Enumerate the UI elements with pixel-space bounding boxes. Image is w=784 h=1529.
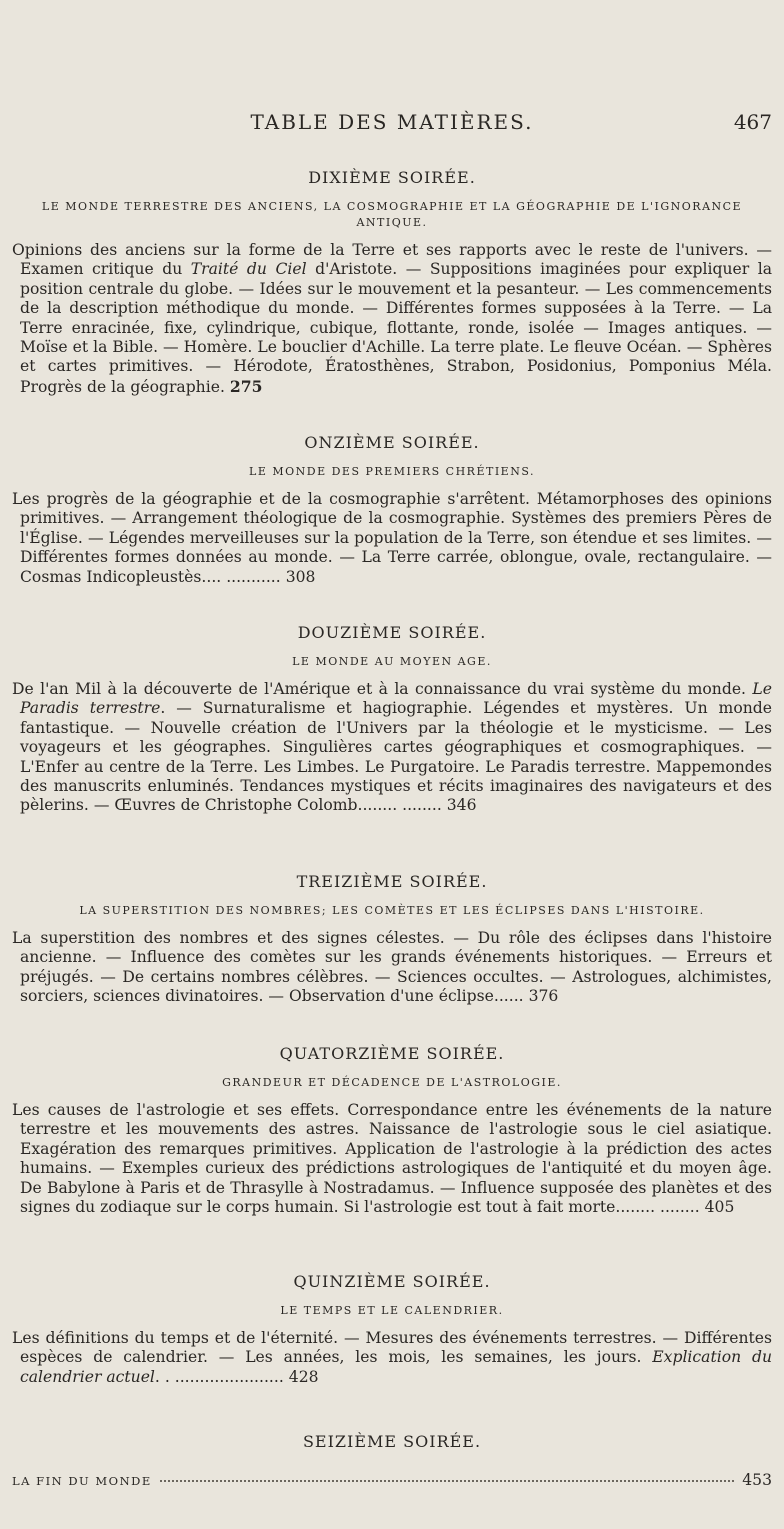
final-entry (12, 1471, 772, 1489)
running-title: TABLE DES MATIÈRES. (250, 110, 534, 134)
section-page-ref[interactable]: 405 (704, 1198, 735, 1217)
section-body: De l'an Mil à la découverte de l'Amérique et à la connaissance du vrai système du monde. Le Paradis terrestre. — Surnaturalisme et hagiographie. Légendes et mystères. Un monde fantastique. — Nouvelle création de l'Univers par la théologie et le mysticisme. — Les voyageurs et les géographes. Singulières cartes géographiques et cosmographiques. — L'Enfer au centre de la Terre. Les Limbes. Le Purgatoire. Le Paradis terrestre. Mappemondes des manuscrits enluminés. Tendances mystiques et récits imaginaires des navigateurs et des pèlerins. — Œuvres de Christophe Colomb........ ........ 346 (12, 680, 772, 815)
section-subtitle: LE TEMPS ET LE CALENDRIER. (280, 1304, 504, 1317)
body-text-part: . — Surnaturalisme et hagiographie. Légendes et mystères. Un monde fantastique. — Nouvelle création de l'Univers par la théologie et le mysticisme. — Les voyageurs et les géographes. Singulières cartes géographiques et cosmographiques. — L'Enfer au centre de la Terre. Les Limbes. Le Purgatoire. Le Paradis terrestre. Mappemondes des manuscrits enluminés. Tendances mystiques et récits imaginaires des navigateurs et des pèlerins. — Œuvres de Christophe Colomb........ (20, 699, 772, 815)
section-subtitle: LA SUPERSTITION DES NOMBRES; LES COMÈTES ET LES ÉCLIPSES DANS L'HISTOIRE. (79, 904, 705, 917)
body-text-part: Les progrès de la géographie et de la cosmographie s'arrêtent. Métamorphoses des opinions primitives. — Arrangement théologique de la cosmographie. Systèmes des premiers Pères de l'Église. — Légendes merveilleuses sur la population de la Terre, son étendue et ses limites. — Différentes formes données au monde. — La Terre carrée, oblongue, ovale, rectangulaire. — Cosmas Indicopleustès.... (12, 490, 772, 586)
soiree-title: QUINZIÈME SOIRÉE. (293, 1272, 491, 1291)
body-italic: Traité du Ciel (190, 260, 307, 279)
section-douzieme (12, 623, 772, 816)
soiree-title: QUATORZIÈME SOIRÉE. (279, 1044, 505, 1063)
body-text-part: Les définitions du temps et de l'éternité. — Mesures des événements terrestres. — Différentes espèces de calendrier. — Les années, les mois, les semaines, les jours. (12, 1329, 772, 1367)
section-page-ref[interactable]: 428 (288, 1367, 319, 1386)
section-subtitle: LE MONDE DES PREMIERS CHRÉTIENS. (249, 465, 535, 478)
soiree-title: ONZIÈME SOIRÉE. (304, 433, 480, 452)
section-page-ref[interactable]: 308 (285, 567, 316, 586)
section-body: Les progrès de la géographie et de la cosmographie s'arrêtent. Métamorphoses des opinions primitives. — Arrangement théologique de la cosmographie. Systèmes des premiers Pères de l'Église. — Légendes merveilleuses sur la population de la Terre, son étendue et ses limites. — Différentes formes données au monde. — La Terre carrée, oblongue, ovale, rectangulaire. — Cosmas Indicopleustès.... ........... 308 (12, 490, 772, 586)
soiree-title: DOUZIÈME SOIRÉE. (297, 623, 487, 642)
dot-leader (160, 1480, 734, 1482)
section-body (12, 929, 772, 1007)
section-page-ref[interactable]: 376 (528, 987, 559, 1006)
section-dixieme (12, 168, 772, 397)
section-subtitle: LE MONDE AU MOYEN AGE. (292, 655, 492, 668)
soiree-title: DIXIÈME SOIRÉE. (308, 168, 476, 187)
section-body: Les causes de l'astrologie et ses effets. Correspondance entre les événements de la nature terrestre et les mouvements des astres. Naissance de l'astrologie sous le ciel asiatique. Exagération des remarques primitives. Application de l'astrologie à la prédiction des actes humains. — Exemples curieux des prédictions astrologiques de l'antiquité et du moyen âge. De Babylone à Paris et de Thrasylle à Nostradamus. — Influence supposée des planètes et des signes du zodiaque sur le corps humain. Si l'astrologie est tout à fait morte........ ........ 405 (12, 1101, 772, 1217)
section-body (12, 1329, 772, 1387)
soiree-title: SEIZIÈME SOIRÉE. (302, 1432, 482, 1451)
section-subtitle: GRANDEUR ET DÉCADENCE DE L'ASTROLOGIE. (222, 1076, 562, 1089)
body-text-part: De l'an Mil à la découverte de l'Amérique et à la connaissance du vrai système du monde. (12, 680, 753, 698)
section-subtitle: LE MONDE TERRESTRE DES ANCIENS, LA COSMOGRAPHIE ET LA GÉOGRAPHIE DE L'IGNORANCE ANTIQUE. (41, 200, 743, 229)
section-subtitle: LA FIN DU MONDE (12, 1474, 152, 1488)
section-page-ref[interactable]: 275 (229, 376, 263, 396)
body-text-part: Les causes de l'astrologie et ses effets. Correspondance entre les événements de la nature terrestre et les mouvements des astres. Naissance de l'astrologie sous le ciel asiatique. Exagération des remarques primitives. Application de l'astrologie à la prédiction des actes humains. — Exemples curieux des prédictions astrologiques de l'antiquité et du moyen âge. De Babylone à Paris et de Thrasylle à Nostradamus. — Influence supposée des planètes et des signes du zodiaque sur le corps humain. Si l'astrologie est tout à fait morte........ (12, 1101, 772, 1217)
body-text-part: . . ...................... (154, 1367, 284, 1386)
section-seizieme (12, 1432, 772, 1489)
body-italic: Explication du calendrier actuel (20, 1348, 772, 1386)
section-page-ref[interactable]: 453 (742, 1471, 772, 1489)
section-onzieme (12, 433, 772, 587)
section-page-ref[interactable]: 346 (446, 796, 477, 815)
body-text-part: Opinions des anciens sur la forme de la Terre et ses rapports avec le reste de l'univers. — Examen critique du (12, 241, 772, 279)
body-text-part: d'Aristote. — Suppositions imaginées pour expliquer la position centrale du globe. — Idées sur le mouvement et la pesanteur. — Les commencements de la description méthodique du monde. — Différentes formes supposées à la Terre. — La Terre enracinée, fixe, cylindrique, cubique, flottante, ronde, isolée — Images antiques. — Moïse et la Bible. — Homère. Le bouclier d'Achille. La terre plate. Le fleuve Océan. — Sphères et cartes primitives. — Hérodote, Ératosthènes, Strabon, Posidonius, Pomponius Méla. Progrès de la géographie. (20, 260, 772, 396)
section-body (12, 241, 772, 397)
page-number: 467 (733, 110, 772, 134)
section-quatorzieme (12, 1044, 772, 1217)
soiree-title: TREIZIÈME SOIRÉE. (296, 872, 488, 891)
section-quinzieme (12, 1272, 772, 1387)
body-italic: Le Paradis terrestre (20, 680, 772, 718)
body-text-part: La superstition des nombres et des signes célestes. — Du rôle des éclipses dans l'histoire ancienne. — Influence des comètes sur les grands événements historiques. — Erreurs et préjugés. — De certains nombres célèbres. — Sciences occultes. — Astrologues, alchimistes, sorciers, sciences divinatoires. — Observation d'une éclipse...... (12, 929, 772, 1006)
page-header (12, 110, 772, 140)
section-treizieme (12, 872, 772, 1007)
